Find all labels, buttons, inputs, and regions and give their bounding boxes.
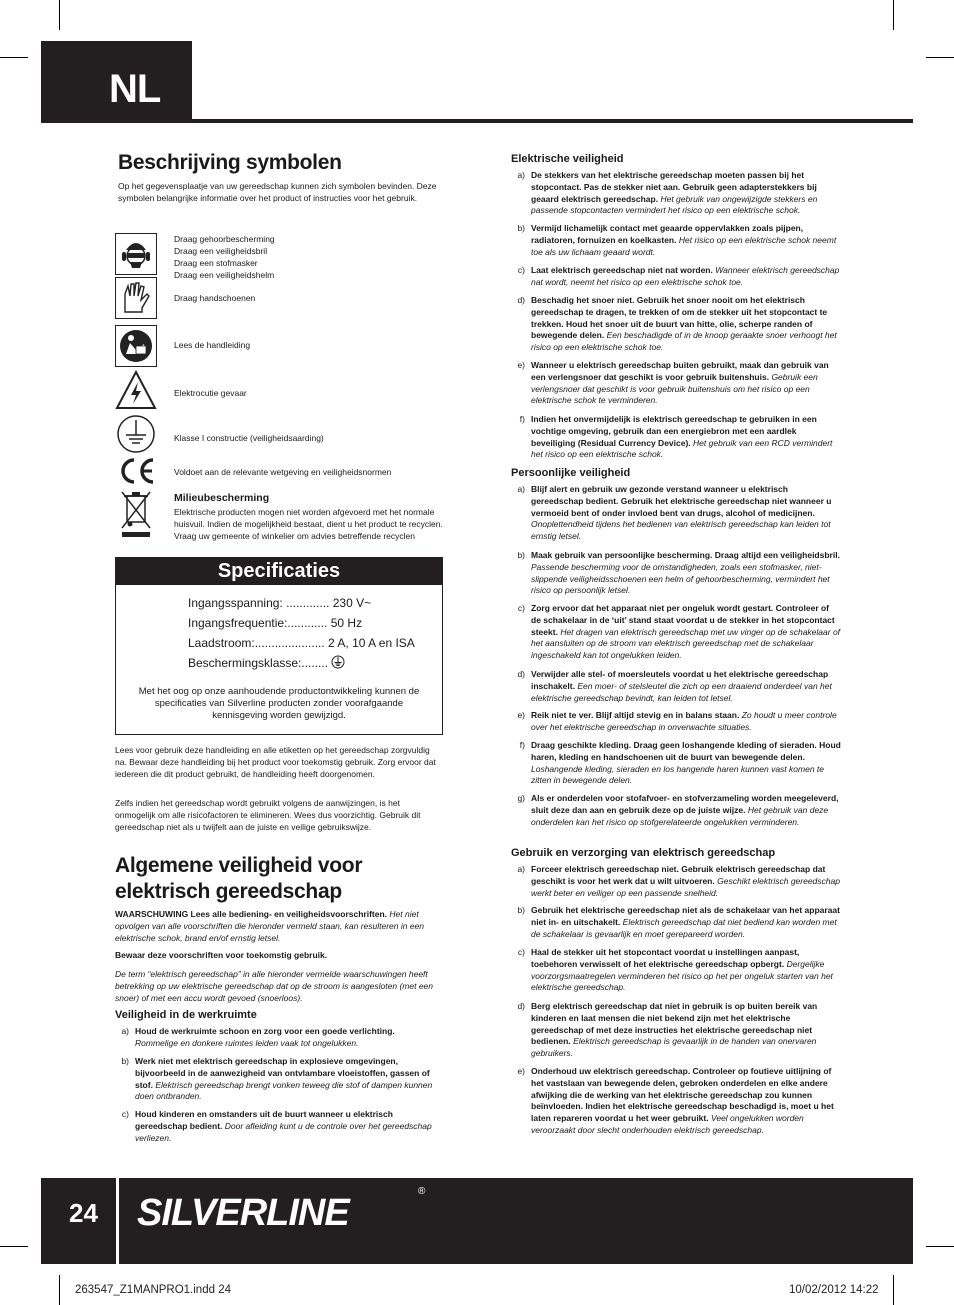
crop-mark <box>59 0 60 30</box>
item-italic: Elektrisch gereedschap dat niet bediend kan worden met de schakelaar is gevaarlijk en moet gerepareerd worden. <box>531 916 837 939</box>
item-bold: Houd de werkruimte schoon en zorg voor een goede verlichting. <box>135 1026 395 1036</box>
item-italic: Door afleiding kunt u de controle over het gereedschap verliezen. <box>135 1120 432 1143</box>
ppe-line: Draag een veiligheidshelm <box>174 270 275 280</box>
item-letter: d) <box>517 295 525 305</box>
list-item <box>511 170 841 217</box>
item-letter: e) <box>517 1066 525 1076</box>
warning-italic: Het niet opvolgen van alle voorschriften die hieronder vermeld staan, kan resulteren in een elektrische schok, brand en/of ernstig letsel. <box>115 909 425 943</box>
list-item <box>511 484 841 543</box>
spec-class <box>188 655 345 670</box>
list-item <box>511 1001 841 1060</box>
item-bold: De stekkers van het elektrische gereedschap moeten passen bij het stopcontact. Pas de stekker niet aan. Gebruik geen adapterstekkers bij geaard elektrisch gereedschap. <box>531 170 817 204</box>
item-italic: Onoplettendheid tijdens het bedienen van elektrisch gereedschap kan leiden tot ernstig letsel. <box>531 519 831 542</box>
list-item <box>511 550 841 597</box>
gloves-text: Draag handschoenen <box>174 293 256 303</box>
list-item <box>511 223 841 258</box>
crop-mark <box>59 1275 60 1305</box>
item-letter: g) <box>517 793 525 803</box>
item-bold: Gebruik het elektrische gereedschap niet als de schakelaar van het apparaat niet in- en uitschakelt. <box>531 905 840 927</box>
item-letter: d) <box>517 1001 525 1011</box>
item-bold: Indien het onvermijdelijk is elektrisch gereedschap te gebruiken in een vochtige omgeving, gebruik dan een energiebron met een aardlek beveiliging (Residual Currency Device). <box>531 414 817 448</box>
env-title: Milieubescherming <box>174 492 270 504</box>
symbols-intro: Op het gegevensplaatje van uw gereedschap kunnen zich symbolen bevinden. Deze symbolen belangrijke informatie over het product of instructies voor het gebruik. <box>118 181 437 203</box>
item-bold: Haal de stekker uit het stopcontact voordat u instellingen aanpast, toebehoren verwisselt of het elektrische gereedschap opbergt. <box>531 947 800 969</box>
usage-paragraph-2: Zelfs indien het gereedschap wordt gebruikt volgens de aanwijzingen, is het onmogelijk om alle risicofactoren te elimineren. Wees dus voorzichtig. Gebruik dit gereedschap niet als u twijfelt aan de juiste en veilige gebruikswijze. <box>115 798 421 832</box>
specifications-box <box>115 557 443 735</box>
item-bold: Zorg ervoor dat het apparaat niet per ongeluk wordt gestart. Controleer of de schakelaar in de ‘uit’ stand staat voordat u de stekker in het stopcontact steekt. <box>531 603 835 637</box>
list-item <box>511 710 841 734</box>
general-safety-title-2: elektrisch gereedschap <box>115 880 342 903</box>
list-item <box>511 360 841 407</box>
header-rule <box>192 119 913 123</box>
item-letter: f) <box>519 740 525 750</box>
item-letter: b) <box>517 905 525 915</box>
general-warning <box>115 909 440 944</box>
item-italic: Gebruik een verlengsnoer dat geschikt is voor gebruik buitenshuis om het risico op een elektrische schok te verminderen. <box>531 371 818 406</box>
crop-mark <box>893 1275 894 1305</box>
footer-divider <box>116 1178 119 1264</box>
item-italic: Een beschadigde of in de knoop geraakte snoer verhoogt het risico op een elektrische schok toe. <box>531 330 837 353</box>
item-letter: b) <box>517 550 525 560</box>
item-bold: Forceer elektrisch gereedschap niet. Gebruik elektrisch gereedschap dat geschikt is voor het werk dat u wilt uitvoeren. <box>531 864 826 886</box>
crop-mark <box>0 57 28 58</box>
list-item <box>511 905 841 940</box>
gloves-icon <box>115 277 157 319</box>
spec-note: Met het oog op onze aanhoudende productontwikkeling kunnen de specificaties van Silverline producten zonder voorafgaande kennisgeving worden gewijzigd. <box>138 686 420 721</box>
item-bold: Vermijd lichamelijk contact met geaarde oppervlakken zoals pijpen, radiatoren, fornuizen en koelkasten. <box>531 223 804 245</box>
item-bold: Verwijder alle stel- of moersleutels voordat u het elektrische gereedschap inschakelt. <box>531 669 829 691</box>
class1-text: Klasse I constructie (veiligheidsaarding) <box>174 433 324 443</box>
registered-mark: ® <box>418 1186 426 1197</box>
date-slug: 10/02/2012 14:22 <box>789 1284 879 1296</box>
item-letter: c) <box>517 947 525 957</box>
list-item <box>511 414 841 461</box>
item-letter: f) <box>519 414 525 424</box>
ce-mark-icon <box>115 456 157 486</box>
item-letter: e) <box>517 360 525 370</box>
footer-bar <box>41 1178 913 1264</box>
crop-mark <box>0 1246 28 1247</box>
env-text: Elektrische producten mogen niet worden afgevoerd met het normale huisvuil. Indien de mogelijkheid bestaat, dient u het product te recyclen. Vraag uw gemeente of winkelier om advies betreffende recyclen <box>174 507 443 541</box>
manual-icon <box>115 325 157 367</box>
item-letter: c) <box>517 603 525 613</box>
item-bold: Maak gebruik van persoonlijke bescherming. Draag altijd een veiligheidsbril. <box>531 550 840 560</box>
item-letter: c) <box>517 265 525 275</box>
ppe-line: Draag een stofmasker <box>174 258 258 268</box>
spec-class-label: Beschermingsklasse:........ <box>188 656 329 670</box>
page-number: 24 <box>69 1198 98 1228</box>
list-item <box>511 864 841 899</box>
list-item <box>511 603 841 662</box>
item-italic: Passende bescherming voor de omstandigheden, zoals een stofmasker, niet-slippende veiligheidsschoenen een helm of gehoorbescherming, vermindert het risico op persoonlijk letsel. <box>531 561 830 596</box>
item-italic: Het gebruik van deze onderdelen kan het risico op stofgerelateerde ongelukken verminderen. <box>531 804 829 827</box>
item-italic: Een moer- of stelsleutel die zich op een draaiend onderdeel van het elektrische gereedschap bevindt, kan leiden tot letsel. <box>531 680 832 703</box>
brand-logo <box>137 1192 349 1235</box>
manual-text: Lees de handleiding <box>174 340 251 350</box>
work-area-title: Veiligheid in de werkruimte <box>115 1009 257 1021</box>
item-letter: a) <box>517 864 525 874</box>
list-item <box>115 1026 440 1050</box>
spec-frequency: Ingangsfrequentie:............ 50 Hz <box>188 616 363 630</box>
crop-mark <box>926 57 954 58</box>
usage-paragraph-1: Lees voor gebruik deze handleiding en alle etiketten op het gereedschap zorgvuldig na. Bewaar deze handleiding bij het product voor toekomstig gebruik. Zorg ervoor dat iedereen die dit product gebruikt, de handleiding heeft doorgenomen. <box>115 745 436 779</box>
spec-voltage: Ingangsspanning: ............. 230 V~ <box>188 596 372 610</box>
item-italic: Elektrisch gereedschap is gevaarlijk in de handen van onervaren gebruikers. <box>531 1036 817 1059</box>
item-letter: a) <box>121 1026 129 1036</box>
item-letter: a) <box>517 170 525 180</box>
item-italic: Het gebruik van een RCD vermindert het risico op een elektrische schok. <box>531 437 833 460</box>
term-definition: De term “elektrisch gereedschap” in alle hieronder vermelde waarschuwingen heeft betrekking op uw elektrische gereedschap dat op de stroom is aangesloten (met een snoer) of met een accu wordt gevoed (snoerloos). <box>115 969 433 1003</box>
electrocution-icon <box>115 370 157 412</box>
crop-mark <box>926 1246 954 1247</box>
ppe-line: Draag een veiligheidsbril <box>174 246 268 256</box>
item-letter: b) <box>121 1056 129 1066</box>
item-italic: Het gebruik van ongewijzigde stekkers en passende stopcontacten vermindert het risico op een elektrische schok. <box>531 193 818 216</box>
weee-bin-icon <box>118 488 154 538</box>
list-item <box>115 1056 440 1103</box>
item-letter: b) <box>517 223 525 233</box>
item-letter: a) <box>517 484 525 494</box>
general-safety-title-1: Algemene veiligheid voor <box>115 854 363 877</box>
item-bold: Blijf alert en gebruik uw gezonde verstand wanneer u elektrisch gereedschap bedient. Gebruik het elektrische gereedschap niet wanneer u vermoeid bent of onder invloed bent van drugs, alcohol of medicijnen. <box>531 484 832 518</box>
tool-care-title: Gebruik en verzorging van elektrisch gereedschap <box>511 847 776 859</box>
item-italic: Rommelige en donkere ruimtes leiden vaak tot ongelukken. <box>135 1037 359 1048</box>
ppe-line: Draag gehoorbescherming <box>174 234 275 244</box>
specifications-title: Specificaties <box>116 558 442 585</box>
ppe-icon <box>115 233 157 275</box>
electro-text: Elektrocutie gevaar <box>174 388 247 398</box>
item-letter: c) <box>121 1109 129 1119</box>
ppe-text <box>174 233 275 281</box>
keep-instructions: Bewaar deze voorschriften voor toekomstig gebruik. <box>115 950 328 960</box>
list-item <box>511 1066 841 1137</box>
brand-name: SILVERLINE <box>137 1192 349 1234</box>
list-item <box>511 740 841 787</box>
item-bold: Werk niet met elektrisch gereedschap in explosieve omgevingen, bijvoorbeeld in de aanwezigheid van ontvlambare vloeistoffen, gassen of stof. <box>135 1056 430 1090</box>
crop-mark <box>893 0 894 30</box>
item-italic: Het dragen van elektrisch gereedschap met uw vinger op de schakelaar of het aansluiten op de stroom van elektrisch gereedschap met de schakelaar ingeschakeld kan tot ongelukken leiden. <box>531 626 841 661</box>
item-italic: Zo houdt u meer controle over het elektrische gereedschap in onverwachte situaties. <box>531 710 837 732</box>
item-bold: Onderhoud uw elektrisch gereedschap. Controleer op foutieve uitlijning of het vastslaan van bewegende delen, gebroken onderdelen en elke andere afwijking die de werking van het elektrische gereedschap zou kunnen beïnvloeden. Indien het elektrische gereedschap beschadigd is, moet u het laten repareren voordat u het weer gebruikt. <box>531 1066 834 1124</box>
file-slug: 263547_Z1MANPRO1.indd 24 <box>75 1284 231 1296</box>
item-bold: Draag geschikte kleding. Draag geen loshangende kleding of sieraden. Houd haren, kleding en handschoenen uit de buurt van bewegende delen. <box>531 740 841 762</box>
item-letter: d) <box>517 669 525 679</box>
item-italic: Het risico op een elektrische schok neemt toe als uw lichaam geaard wordt. <box>531 234 837 257</box>
list-item <box>511 669 841 704</box>
earth-icon <box>331 655 345 669</box>
list-item <box>511 295 841 354</box>
ce-text: Voldoet aan de relevante wetgeving en veiligheidsnormen <box>174 467 392 477</box>
spec-current: Laadstroom:..................... 2 A, 10 A en ISA <box>188 636 415 650</box>
earth-icon <box>115 413 157 455</box>
language-tab <box>41 41 192 123</box>
list-item <box>511 265 841 289</box>
item-bold: Beschadig het snoer niet. Gebruik het snoer nooit om het elektrisch gereedschap te dragen, te trekken of om de stekker uit het stopcontact te trekken. Houd het snoer uit de buurt van hitte, olie, scherpe randen of bewegende delen. <box>531 295 828 341</box>
warning-bold: WAARSCHUWING Lees alle bediening- en veiligheidsvoorschriften. <box>115 909 388 919</box>
personal-safety-title: Persoonlijke veiligheid <box>511 467 631 479</box>
item-bold: Reik niet te ver. Blijf altijd stevig en in balans staan. <box>531 710 740 720</box>
item-italic: Geschikt elektrisch gereedschap werkt beter en veiliger op een passende snelheid. <box>531 875 840 898</box>
item-bold: Berg elektrisch gereedschap dat niet in gebruik is op buiten bereik van kinderen en laat mensen die niet bekend zijn met het elektrische gereedschap of met deze instructies het elektrische gereedschap niet bedienen. <box>531 1001 818 1047</box>
item-italic: Wanneer elektrisch gereedschap nat wordt, neemt het risico op een elektrische schok toe. <box>531 265 840 287</box>
item-bold: Als er onderdelen voor stofafvoer- en stofverzameling worden meegeleverd, sluit deze dan aan en gebruik deze op de juiste wijze. <box>531 793 839 815</box>
symbols-title: Beschrijving symbolen <box>118 151 342 174</box>
item-bold: Laat elektrisch gereedschap niet nat worden. <box>531 265 713 275</box>
item-italic: Elektrisch gereedschap brengt vonken teweeg die stof of dampen kunnen doen ontbranden. <box>135 1079 433 1102</box>
item-italic: Dergelijke voorzorgsmaatregelen verminderen het risico op het per ongeluk starten van het elektrische gereedschap. <box>531 958 833 993</box>
item-bold: Wanneer u elektrisch gereedschap buiten gebruikt, maak dan gebruik van een verlengsnoer dat geschikt is voor gebruik buitenshuis. <box>531 360 829 382</box>
item-italic: Loshangende kleding, sieraden en los hangende haren kunnen vast komen te zitten in bewegende delen. <box>531 763 824 786</box>
list-item <box>511 793 841 828</box>
item-italic: Veel ongelukken worden veroorzaakt door slecht onderhouden elektrisch gereedschap. <box>531 1113 804 1135</box>
item-letter: e) <box>517 710 525 720</box>
electrical-safety-title: Elektrische veiligheid <box>511 153 624 165</box>
language-code: NL <box>109 67 161 111</box>
list-item <box>115 1109 440 1144</box>
item-bold: Houd kinderen en omstanders uit de buurt wanneer u elektrisch gereedschap bedient. <box>135 1109 393 1131</box>
list-item <box>511 947 841 994</box>
